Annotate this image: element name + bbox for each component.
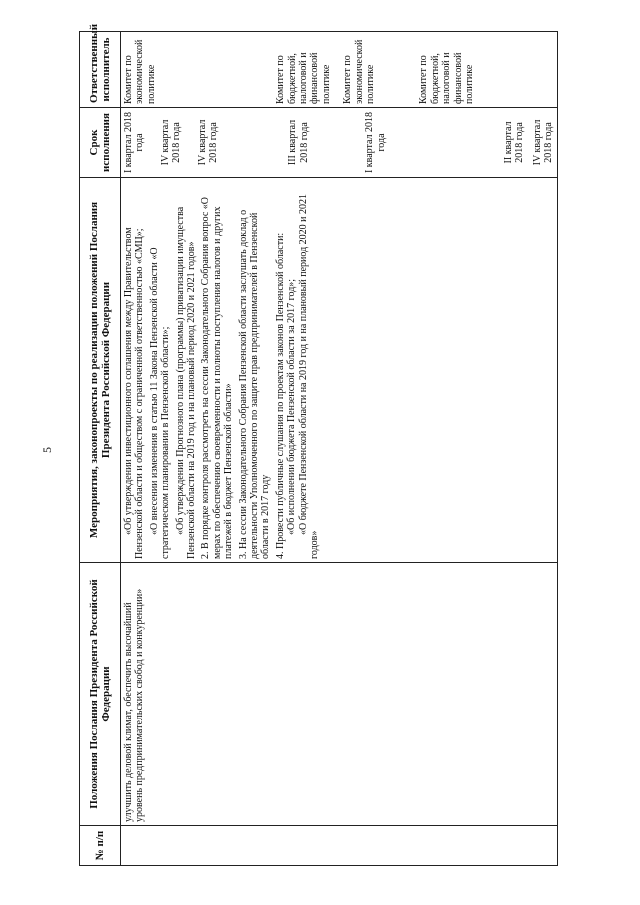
responsible-item: Комитет по экономической политике: [342, 39, 377, 104]
deadline-item: IV квартал 2018 года: [196, 119, 220, 166]
deadline-item: IV квартал 2018 года: [531, 119, 555, 166]
deadline-item: III квартал 2018 года: [287, 119, 310, 166]
cell-responsible: [121, 32, 558, 108]
header-deadline: Срок исполнения: [80, 108, 121, 178]
measure-item: «Об утверждении Прогнозного плана (программы) приватизации имущества Пензенской области на 2019 год и на плановый период 2020 и 2021 годов»: [174, 206, 198, 559]
page-number: 5: [40, 447, 54, 453]
cell-num: [121, 826, 558, 866]
deadline-item: I квартал 2018 года: [123, 111, 146, 174]
table-row: [121, 32, 558, 866]
header-num: № п/п: [80, 826, 121, 866]
measure-item: «О бюджете Пензенской области на 2019 год и на плановый период 2020 и 2021 годов»: [297, 193, 321, 559]
measure-item: «Об исполнении бюджета Пензенской области за 2017 год»;: [286, 278, 298, 535]
header-provisions: Положения Послания Президента Российской Федерации: [80, 563, 121, 826]
deadline-item: I квартал 2018 года: [364, 111, 387, 174]
cell-provision: [121, 563, 558, 826]
rotated-table-container: [79, 23, 555, 866]
header-measures: Мероприятия, законопроекты по реализации положений Послания Президента Российской Федерации: [80, 178, 121, 563]
table-header-row: [80, 32, 121, 866]
implementation-table: [79, 23, 558, 866]
measure-item: «О внесении изменения в статью 11 Закона Пензенской области «О стратегическом планировании в Пензенской области»;: [148, 247, 172, 559]
measure-item: 2. В порядке контроля рассмотреть на сессии Законодательного Собрания вопрос «О мерах по обеспечению своевременности и полноты поступления налогов и других платежей в бюджет Пензенской области»: [200, 196, 235, 559]
responsible-item: Комитет по бюджетной, налоговой и финансовой политике: [418, 52, 476, 104]
measure-item: «Об утверждении инвестиционного соглашения между Правительством Пензенской области и обществом с ограниченной ответственностью «СМЦ»;: [123, 227, 146, 559]
deadline-item: II квартал 2018 года: [503, 121, 526, 164]
responsible-item: Комитет по экономической политике: [123, 39, 157, 104]
cell-measures: [121, 178, 558, 563]
measure-item: 3. На сессии Законодательного Собрания Пензенской области заслушать доклад о деятельности Уполномоченного по защите прав предпринимателей в Пензенской области в 2017 году: [237, 209, 272, 559]
cell-deadlines: [121, 108, 558, 178]
responsible-item: Комитет по бюджетной, налоговой и финансовой политике: [275, 52, 332, 104]
header-responsible: Ответственный исполнитель: [80, 32, 121, 108]
measure-item: 4. Провести публичные слушания по проектам законов Пензенской области:: [274, 232, 286, 559]
deadline-item: IV квартал 2018 года: [159, 119, 183, 166]
provision-text: улучшить деловой климат, обеспечить высочайший уровень предпринимательских свобод и конкуренции»: [123, 588, 146, 822]
